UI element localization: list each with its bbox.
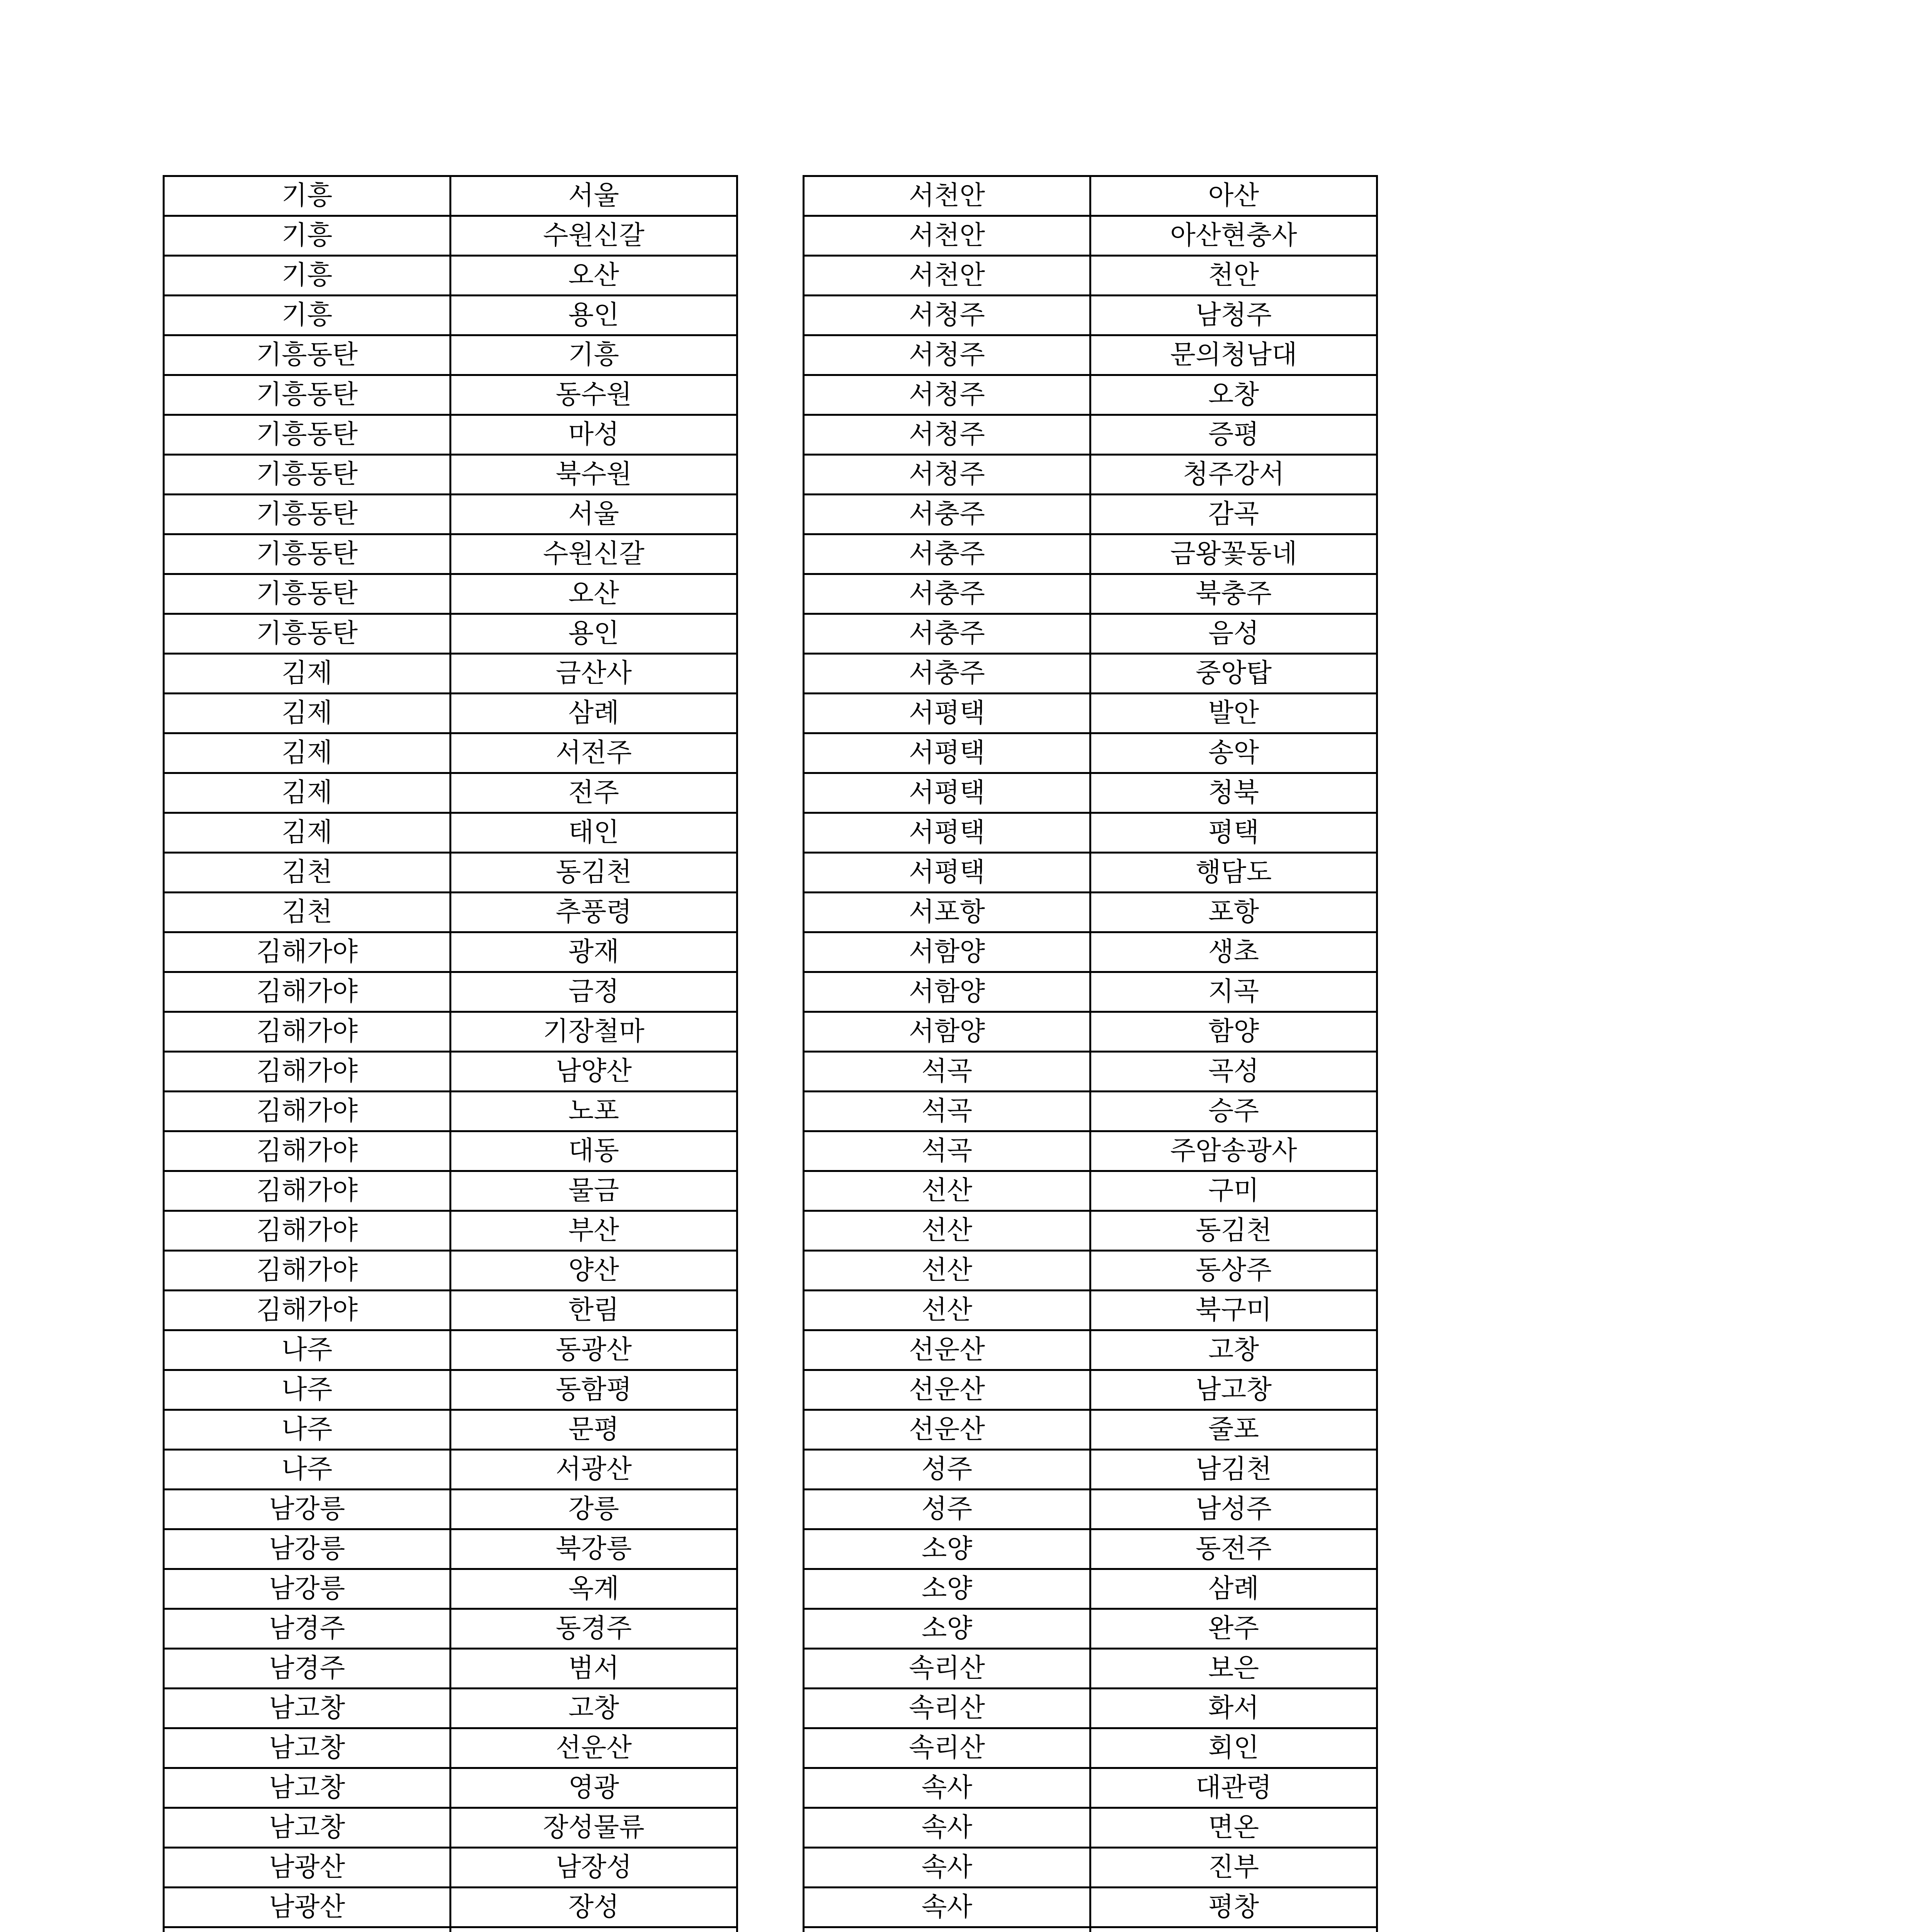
destination-cell: 지곡 [1090, 972, 1377, 1012]
origin-cell: 김해가야 [164, 932, 451, 972]
destination-cell: 태인 [451, 813, 737, 853]
table-row [804, 495, 1377, 534]
destination-cell: 중앙탑 [1090, 654, 1377, 694]
destination-cell: 북충주 [1090, 574, 1377, 614]
destination-cell: 생초 [1090, 932, 1377, 972]
origin-cell: 속사 [804, 1808, 1090, 1848]
destination-cell: 남청주 [1090, 296, 1377, 335]
origin-cell: 서천안 [804, 176, 1090, 216]
destination-cell: 용인 [451, 296, 737, 335]
origin-cell: 서청주 [804, 335, 1090, 375]
table-row [804, 813, 1377, 853]
table-row [804, 176, 1377, 216]
table-row [164, 1649, 737, 1689]
destination-cell: 회인 [1090, 1728, 1377, 1768]
destination-cell: 노포 [451, 1092, 737, 1131]
table-row [164, 1291, 737, 1330]
destination-cell: 남양산 [451, 1052, 737, 1092]
origin-cell [804, 1927, 1090, 1932]
destination-cell: 옥계 [451, 1569, 737, 1609]
destination-cell: 면온 [1090, 1808, 1377, 1848]
origin-cell: 석곡 [804, 1131, 1090, 1171]
destination-cell: 동광산 [451, 1330, 737, 1370]
table-row [804, 1848, 1377, 1888]
origin-cell: 선산 [804, 1171, 1090, 1211]
origin-cell: 서충주 [804, 654, 1090, 694]
origin-cell: 서천안 [804, 256, 1090, 296]
destination-cell: 부산 [451, 1211, 737, 1251]
origin-cell: 속리산 [804, 1649, 1090, 1689]
table-row [164, 1569, 737, 1609]
origin-cell: 김천 [164, 853, 451, 893]
table-row [164, 893, 737, 932]
table-row [164, 932, 737, 972]
table-row [164, 694, 737, 733]
destination-cell: 음성 [1090, 614, 1377, 654]
table-row [164, 1728, 737, 1768]
destination-cell: 구미 [1090, 1171, 1377, 1211]
table-row [804, 534, 1377, 574]
table-row [164, 1251, 737, 1291]
origin-cell: 속사 [804, 1848, 1090, 1888]
destination-cell: 금산사 [451, 654, 737, 694]
origin-cell: 석곡 [804, 1052, 1090, 1092]
table-row [164, 614, 737, 654]
right-table-body [804, 176, 1377, 1932]
table-row [804, 1370, 1377, 1410]
origin-cell: 소양 [804, 1609, 1090, 1649]
destination-cell: 수원신갈 [451, 216, 737, 256]
table-row [804, 853, 1377, 893]
table-row [164, 733, 737, 773]
table-row [804, 932, 1377, 972]
origin-cell: 서충주 [804, 614, 1090, 654]
destination-cell: 고창 [451, 1689, 737, 1728]
origin-cell: 김해가야 [164, 1092, 451, 1131]
origin-cell: 서함양 [804, 972, 1090, 1012]
destination-cell: 수원신갈 [451, 534, 737, 574]
origin-cell: 선운산 [804, 1410, 1090, 1450]
destination-cell: 남김천 [1090, 1450, 1377, 1490]
destination-cell: 행담도 [1090, 853, 1377, 893]
table-row [804, 1529, 1377, 1569]
destination-cell: 동수원 [451, 375, 737, 415]
origin-cell: 선산 [804, 1211, 1090, 1251]
destination-cell: 청북 [1090, 773, 1377, 813]
table-row [164, 534, 737, 574]
table-row [804, 1888, 1377, 1927]
destination-cell: 동전주 [1090, 1529, 1377, 1569]
table-row [804, 1410, 1377, 1450]
origin-cell: 김해가야 [164, 972, 451, 1012]
origin-cell: 서천안 [804, 216, 1090, 256]
destination-cell: 문평 [451, 1410, 737, 1450]
table-row [164, 1490, 737, 1529]
table-row [164, 1689, 737, 1728]
table-row [164, 1211, 737, 1251]
table-row [164, 1131, 737, 1171]
table-row [164, 574, 737, 614]
table-row [804, 1171, 1377, 1211]
destination-cell: 삼례 [1090, 1569, 1377, 1609]
destination-cell: 화서 [1090, 1689, 1377, 1728]
table-row [164, 1012, 737, 1052]
origin-cell: 김해가야 [164, 1052, 451, 1092]
table-row [164, 1848, 737, 1888]
right-table [803, 175, 1378, 1932]
origin-cell: 서청주 [804, 415, 1090, 455]
origin-cell: 서평택 [804, 853, 1090, 893]
origin-cell: 속리산 [804, 1689, 1090, 1728]
destination-cell: 광재 [451, 932, 737, 972]
table-row [164, 495, 737, 534]
table-row [164, 813, 737, 853]
origin-cell: 김제 [164, 813, 451, 853]
origin-cell: 기흥 [164, 176, 451, 216]
table-row [804, 1569, 1377, 1609]
origin-cell: 선운산 [804, 1330, 1090, 1370]
table-row [164, 1370, 737, 1410]
destination-cell: 아산현충사 [1090, 216, 1377, 256]
table-row [804, 1092, 1377, 1131]
table-row [804, 335, 1377, 375]
table-row [164, 1609, 737, 1649]
origin-cell: 서충주 [804, 495, 1090, 534]
origin-cell: 김해가야 [164, 1291, 451, 1330]
destination-cell: 함양 [1090, 1012, 1377, 1052]
origin-cell: 기흥동탄 [164, 335, 451, 375]
destination-cell: 포항 [1090, 893, 1377, 932]
table-row [164, 1808, 737, 1848]
origin-cell: 남고창 [164, 1728, 451, 1768]
table-row [164, 972, 737, 1012]
table-row [804, 1689, 1377, 1728]
table-row [804, 1251, 1377, 1291]
table-row [804, 694, 1377, 733]
destination-cell: 평택 [1090, 813, 1377, 853]
destination-cell: 용인 [451, 614, 737, 654]
destination-cell: 동김천 [451, 853, 737, 893]
origin-cell: 서충주 [804, 574, 1090, 614]
origin-cell: 김제 [164, 733, 451, 773]
origin-cell: 남강릉 [164, 1490, 451, 1529]
table-row [804, 1450, 1377, 1490]
destination-cell: 물금 [451, 1171, 737, 1211]
destination-cell: 서울 [451, 495, 737, 534]
destination-cell: 장성물류 [451, 1808, 737, 1848]
table-row [804, 1728, 1377, 1768]
table-row [164, 296, 737, 335]
table-row [804, 1649, 1377, 1689]
origin-cell: 속사 [804, 1888, 1090, 1927]
destination-cell: 보은 [1090, 1649, 1377, 1689]
destination-cell: 서전주 [451, 733, 737, 773]
table-row [804, 1490, 1377, 1529]
origin-cell: 김제 [164, 773, 451, 813]
table-row [164, 455, 737, 495]
origin-cell: 소양 [804, 1569, 1090, 1609]
destination-cell: 북수원 [451, 455, 737, 495]
table-row [804, 1330, 1377, 1370]
destination-cell: 서울 [451, 176, 737, 216]
destination-cell: 기흥 [451, 335, 737, 375]
left-table-body [164, 176, 737, 1932]
origin-cell: 서평택 [804, 733, 1090, 773]
table-row [804, 893, 1377, 932]
origin-cell: 김해가야 [164, 1131, 451, 1171]
destination-cell: 동김천 [1090, 1211, 1377, 1251]
destination-cell: 남고창 [1090, 1370, 1377, 1410]
destination-cell: 금정 [451, 972, 737, 1012]
table-row [804, 733, 1377, 773]
origin-cell: 기흥동탄 [164, 574, 451, 614]
destination-cell: 삼례 [451, 694, 737, 733]
destination-cell: 승주 [1090, 1092, 1377, 1131]
table-row [804, 614, 1377, 654]
destination-cell: 청주강서 [1090, 455, 1377, 495]
destination-cell: 남성주 [1090, 1490, 1377, 1529]
origin-cell: 기흥 [164, 256, 451, 296]
origin-cell: 남광산 [164, 1888, 451, 1927]
table-row [804, 256, 1377, 296]
origin-cell: 남광산 [164, 1848, 451, 1888]
destination-cell: 평창 [1090, 1888, 1377, 1927]
table-row [164, 1052, 737, 1092]
origin-cell: 기흥 [164, 296, 451, 335]
origin-cell: 선산 [804, 1291, 1090, 1330]
table-row [804, 1927, 1377, 1932]
destination-cell: 문의청남대 [1090, 335, 1377, 375]
table-row [804, 455, 1377, 495]
table-row [804, 574, 1377, 614]
destination-cell: 전주 [451, 773, 737, 813]
destination-cell: 추풍령 [451, 893, 737, 932]
destination-cell: 영광 [451, 1768, 737, 1808]
origin-cell: 김천 [164, 893, 451, 932]
destination-cell: 장성 [451, 1888, 737, 1927]
origin-cell: 기흥동탄 [164, 455, 451, 495]
destination-cell: 금왕꽃동네 [1090, 534, 1377, 574]
destination-cell: 진부 [1090, 1848, 1377, 1888]
destination-cell [1090, 1927, 1377, 1932]
origin-cell: 서청주 [804, 375, 1090, 415]
origin-cell: 남고창 [164, 1689, 451, 1728]
table-row [164, 773, 737, 813]
origin-cell: 김해가야 [164, 1251, 451, 1291]
table-row [164, 654, 737, 694]
destination-cell: 선운산 [451, 1728, 737, 1768]
table-row [804, 296, 1377, 335]
destination-cell: 한림 [451, 1291, 737, 1330]
origin-cell [164, 1927, 451, 1932]
origin-cell: 기흥동탄 [164, 534, 451, 574]
table-row [164, 1171, 737, 1211]
destination-cell: 증평 [1090, 415, 1377, 455]
destination-cell: 오창 [1090, 375, 1377, 415]
table-row [804, 1291, 1377, 1330]
destination-cell: 아산 [1090, 176, 1377, 216]
destination-cell: 대관령 [1090, 1768, 1377, 1808]
destination-cell: 곡성 [1090, 1052, 1377, 1092]
destination-cell: 감곡 [1090, 495, 1377, 534]
destination-cell: 오산 [451, 256, 737, 296]
origin-cell: 석곡 [804, 1092, 1090, 1131]
origin-cell: 서청주 [804, 296, 1090, 335]
origin-cell: 선운산 [804, 1370, 1090, 1410]
table-row [164, 1529, 737, 1569]
origin-cell: 김제 [164, 694, 451, 733]
origin-cell: 서청주 [804, 455, 1090, 495]
origin-cell: 남경주 [164, 1649, 451, 1689]
origin-cell: 소양 [804, 1529, 1090, 1569]
destination-cell: 발안 [1090, 694, 1377, 733]
table-row [164, 335, 737, 375]
origin-cell: 기흥동탄 [164, 375, 451, 415]
table-row [804, 972, 1377, 1012]
table-row [804, 773, 1377, 813]
origin-cell: 남경주 [164, 1609, 451, 1649]
origin-cell: 속리산 [804, 1728, 1090, 1768]
origin-cell: 남강릉 [164, 1529, 451, 1569]
table-row [164, 375, 737, 415]
destination-cell: 완주 [1090, 1609, 1377, 1649]
origin-cell: 나주 [164, 1410, 451, 1450]
table-row [804, 654, 1377, 694]
origin-cell: 서함양 [804, 932, 1090, 972]
origin-cell: 김해가야 [164, 1211, 451, 1251]
destination-cell: 대동 [451, 1131, 737, 1171]
origin-cell: 서평택 [804, 813, 1090, 853]
table-row [164, 176, 737, 216]
table-row [804, 1211, 1377, 1251]
origin-cell: 기흥동탄 [164, 614, 451, 654]
left-table [163, 175, 738, 1932]
table-row [804, 1131, 1377, 1171]
origin-cell: 서포항 [804, 893, 1090, 932]
origin-cell: 남고창 [164, 1768, 451, 1808]
origin-cell: 기흥동탄 [164, 415, 451, 455]
table-row [164, 1450, 737, 1490]
destination-cell: 천안 [1090, 256, 1377, 296]
destination-cell: 남장성 [451, 1848, 737, 1888]
table-row [164, 216, 737, 256]
destination-cell: 오산 [451, 574, 737, 614]
destination-cell: 동상주 [1090, 1251, 1377, 1291]
origin-cell: 김제 [164, 654, 451, 694]
table-row [804, 415, 1377, 455]
destination-cell: 주암송광사 [1090, 1131, 1377, 1171]
destination-cell: 송악 [1090, 733, 1377, 773]
table-row [164, 415, 737, 455]
origin-cell: 성주 [804, 1490, 1090, 1529]
table-row [804, 1609, 1377, 1649]
destination-cell: 기장철마 [451, 1012, 737, 1052]
table-row [164, 1927, 737, 1932]
destination-cell: 서광산 [451, 1450, 737, 1490]
destination-cell: 북구미 [1090, 1291, 1377, 1330]
origin-cell: 김해가야 [164, 1012, 451, 1052]
table-row [804, 1768, 1377, 1808]
destination-cell: 고창 [1090, 1330, 1377, 1370]
table-row [164, 1410, 737, 1450]
table-row [804, 375, 1377, 415]
origin-cell: 서평택 [804, 773, 1090, 813]
destination-cell: 북강릉 [451, 1529, 737, 1569]
table-row [164, 1768, 737, 1808]
origin-cell: 서평택 [804, 694, 1090, 733]
table-row [804, 1052, 1377, 1092]
origin-cell: 성주 [804, 1450, 1090, 1490]
origin-cell: 선산 [804, 1251, 1090, 1291]
destination-cell: 마성 [451, 415, 737, 455]
destination-cell: 범서 [451, 1649, 737, 1689]
destination-cell: 줄포 [1090, 1410, 1377, 1450]
origin-cell: 속사 [804, 1768, 1090, 1808]
origin-cell: 나주 [164, 1330, 451, 1370]
table-row [164, 1330, 737, 1370]
table-row [164, 853, 737, 893]
destination-cell: 동함평 [451, 1370, 737, 1410]
destination-cell: 양산 [451, 1251, 737, 1291]
table-row [804, 1808, 1377, 1848]
origin-cell: 나주 [164, 1370, 451, 1410]
origin-cell: 남고창 [164, 1808, 451, 1848]
origin-cell: 남강릉 [164, 1569, 451, 1609]
table-row [804, 1012, 1377, 1052]
table-row [164, 1888, 737, 1927]
destination-cell: 강릉 [451, 1490, 737, 1529]
table-row [164, 1092, 737, 1131]
table-row [164, 256, 737, 296]
origin-cell: 서충주 [804, 534, 1090, 574]
origin-cell: 김해가야 [164, 1171, 451, 1211]
origin-cell: 서함양 [804, 1012, 1090, 1052]
destination-cell [451, 1927, 737, 1932]
origin-cell: 기흥 [164, 216, 451, 256]
origin-cell: 기흥동탄 [164, 495, 451, 534]
origin-cell: 나주 [164, 1450, 451, 1490]
table-row [804, 216, 1377, 256]
destination-cell: 동경주 [451, 1609, 737, 1649]
